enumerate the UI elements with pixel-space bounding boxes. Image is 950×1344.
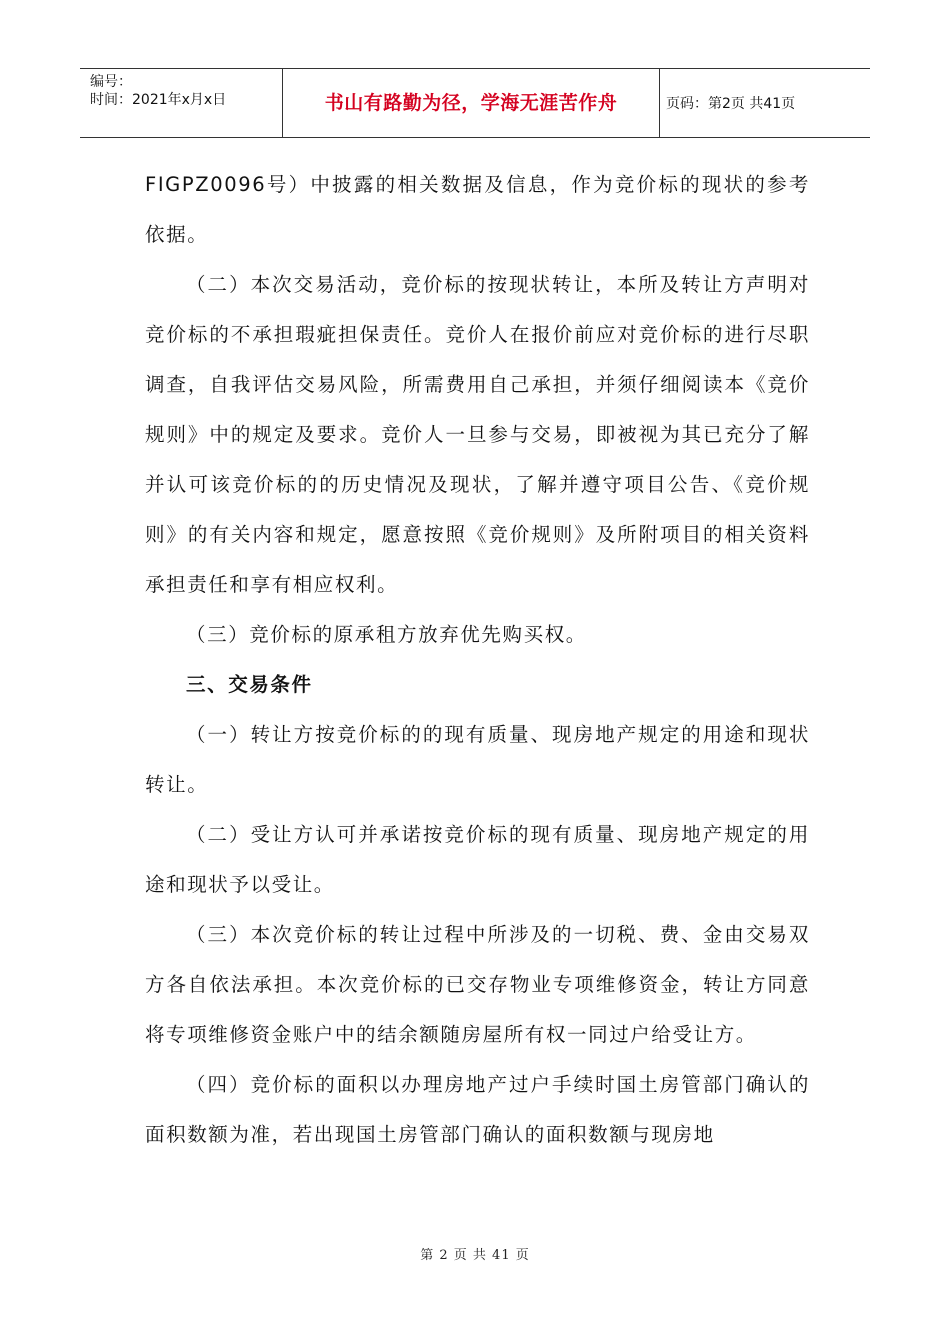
header-meta-cell [80, 69, 283, 137]
section-heading-trade-conditions: 三、交易条件 [186, 673, 313, 696]
document-header [80, 68, 870, 138]
header-page-info: 页码：第2页 共41页 [666, 96, 796, 112]
paragraph-clause-3-1: （一）转让方按竞价标的的现有质量、现房地产规定的用途和现状转让。 [145, 723, 810, 796]
header-motto: 书山有路勤为径，学海无涯苦作舟 [324, 92, 618, 114]
paragraph-continuation: FIGPZ0096号）中披露的相关数据及信息，作为竞价标的现状的参考依据。 [145, 173, 810, 246]
header-motto-cell [283, 69, 660, 137]
header-page-cell [660, 69, 870, 137]
paragraph-clause-3-3: （三）本次竞价标的转让过程中所涉及的一切税、费、金由交易双方各自依法承担。本次竞价标的已交存物业专项维修资金，转让方同意将专项维修资金账户中的结余额随房屋所有权一同过户给受让方。 [145, 923, 810, 1046]
document-number-label: 编号： [90, 74, 132, 90]
document-time-label: 时间：2021年x月x日 [90, 92, 227, 108]
page-footer: 第 2 页 共 41 页 [420, 1248, 530, 1263]
paragraph-clause-2-2: （二）本次交易活动，竞价标的按现状转让，本所及转让方声明对竞价标的不承担瑕疵担保责任。竞价人在报价前应对竞价标的进行尽职调查，自我评估交易风险，所需费用自己承担，并须仔细阅读本《竞价规则》中的规定及要求。竞价人一旦参与交易，即被视为其已充分了解并认可该竞价标的的历史情况及现状，了解并遵守项目公告、《竞价规则》的有关内容和规定，愿意按照《竞价规则》及所附项目的相关资料承担责任和享有相应权利。 [145, 273, 810, 596]
paragraph-clause-3-2: （二）受让方认可并承诺按竞价标的现有质量、现房地产规定的用途和现状予以受让。 [145, 823, 810, 896]
paragraph-clause-3-4: （四）竞价标的面积以办理房地产过户手续时国土房管部门确认的面积数额为准，若出现国土房管部门确认的面积数额与现房地 [145, 1073, 810, 1146]
document-body [145, 160, 810, 1160]
paragraph-clause-2-3: （三）竞价标的原承租方放弃优先购买权。 [186, 623, 587, 646]
